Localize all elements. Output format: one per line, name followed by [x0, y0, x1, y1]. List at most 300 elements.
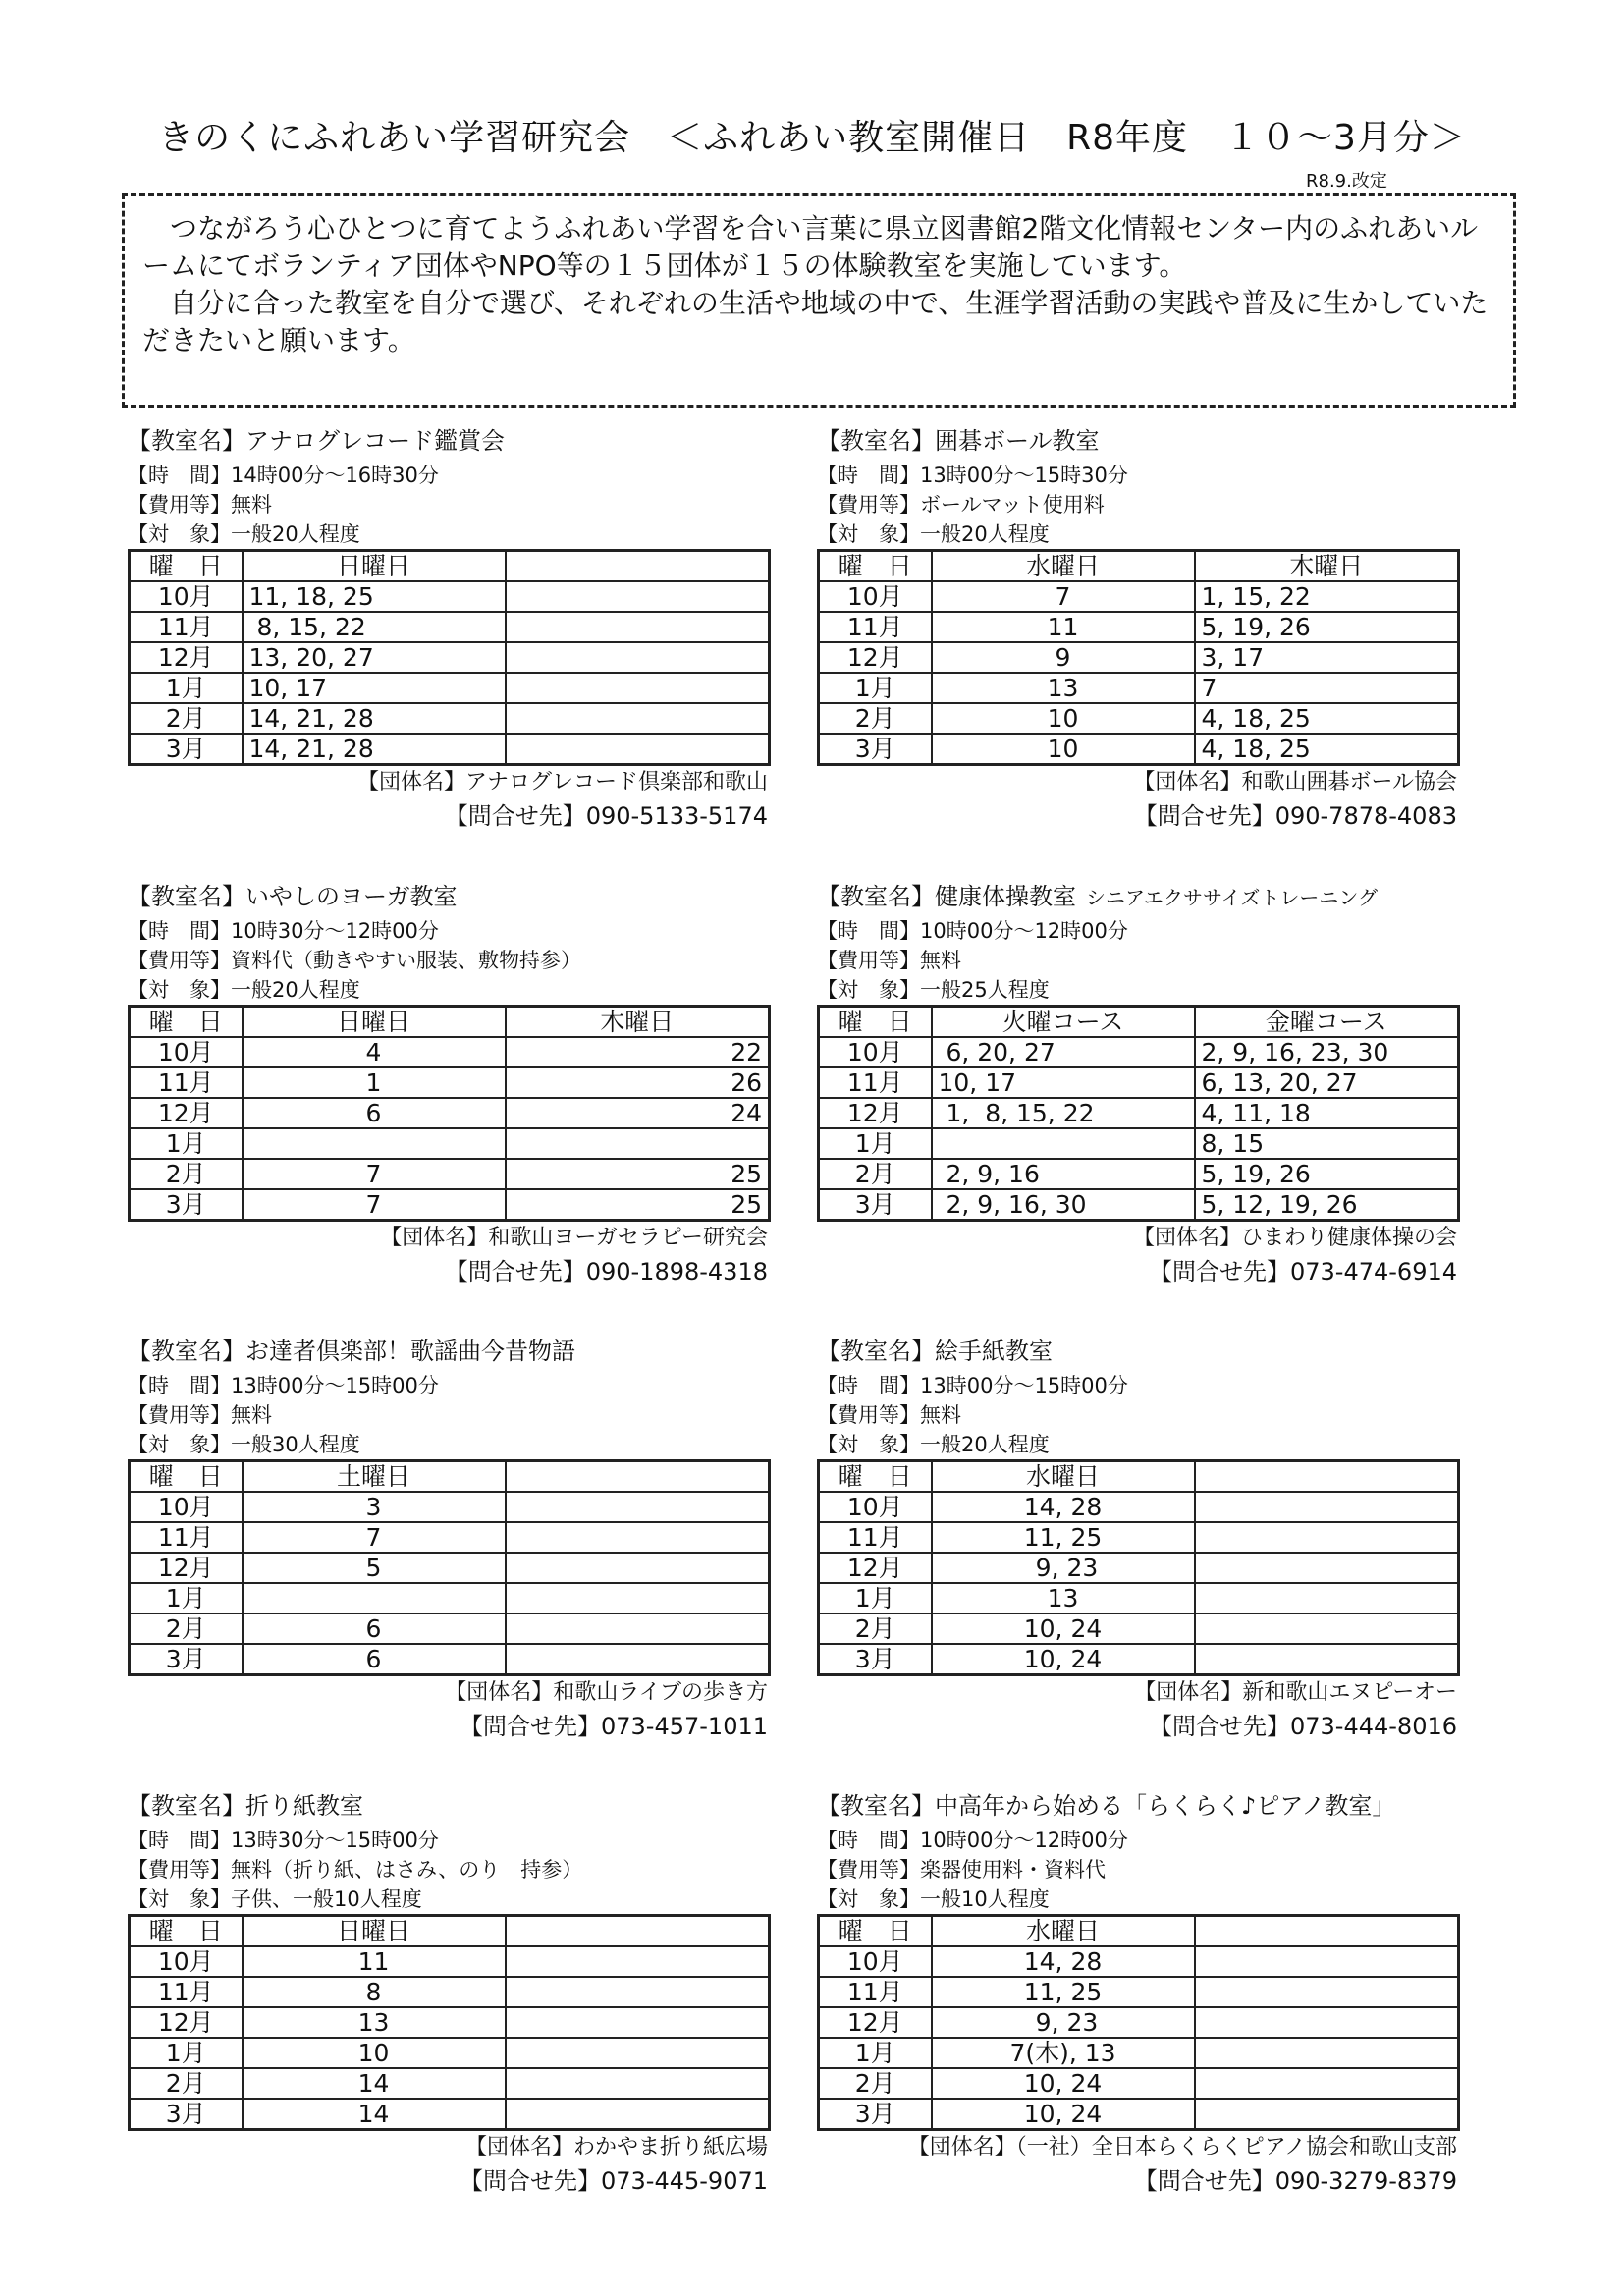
contact-line: [128, 2164, 768, 2198]
table-row: [819, 1159, 1459, 1189]
month-cell: 12月: [819, 2007, 932, 2038]
class-time-line: [128, 461, 768, 490]
month-cell: 2月: [130, 703, 243, 734]
date-cell: 25: [506, 1159, 770, 1189]
time-label: 【時 間】: [128, 919, 231, 943]
table-header-row: [819, 551, 1459, 582]
class-target: 一般20人程度: [231, 978, 360, 1002]
class-fee-line: [128, 490, 768, 519]
date-cell: [243, 1128, 506, 1159]
date-cell: [506, 612, 770, 642]
class-fee: 資料代（動きやすい服装、敷物持参）: [231, 949, 581, 972]
class-time-line: [817, 461, 1457, 490]
table-header-row: [130, 551, 770, 582]
table-row: [130, 1613, 770, 1644]
contact-label: 【問合せ先】: [459, 1713, 601, 1740]
contact-label: 【問合せ先】: [444, 1258, 586, 1285]
date-cell: 6, 20, 27: [932, 1037, 1195, 1067]
month-cell: 2月: [130, 1159, 243, 1189]
group-name: 和歌山ヨーガセラピー研究会: [488, 1226, 768, 1250]
column-header: 日曜日: [243, 1007, 506, 1038]
date-cell: [1195, 1492, 1459, 1522]
table-header-row: [130, 1461, 770, 1493]
date-cell: 5, 12, 19, 26: [1195, 1189, 1459, 1221]
date-cell: 5, 19, 26: [1195, 612, 1459, 642]
class-name: いやしのヨーガ教室: [245, 883, 458, 910]
date-cell: 13, 20, 27: [243, 642, 506, 673]
date-cell: 14, 21, 28: [243, 734, 506, 765]
date-cell: [506, 1977, 770, 2007]
class-time-line: [817, 1826, 1457, 1855]
fee-label: 【費用等】: [817, 493, 920, 517]
date-cell: [506, 1644, 770, 1675]
column-header: [506, 551, 770, 582]
intro-box: [122, 193, 1516, 408]
column-header: 日曜日: [243, 1916, 506, 1947]
table-row: [130, 1522, 770, 1553]
column-header: 水曜日: [932, 1916, 1195, 1947]
group-line: [817, 2131, 1457, 2164]
column-header: 水曜日: [932, 1461, 1195, 1493]
weekday-header: 曜 日: [130, 1007, 243, 1038]
date-cell: [1195, 1553, 1459, 1583]
weekday-header: 曜 日: [130, 551, 243, 582]
date-cell: 8, 15: [1195, 1128, 1459, 1159]
class-target: 子供、一般10人程度: [231, 1887, 422, 1911]
date-cell: [506, 703, 770, 734]
class-time-line: [128, 1826, 768, 1855]
class-fee: 無料: [920, 949, 961, 972]
class-target: 一般10人程度: [920, 1887, 1050, 1911]
month-cell: 1月: [819, 2038, 932, 2068]
date-cell: 7: [932, 581, 1195, 612]
column-header: [1195, 1461, 1459, 1493]
class-fee: 無料: [231, 1403, 272, 1427]
class-fee: 無料: [920, 1403, 961, 1427]
schedule-table: [817, 1005, 1460, 1222]
class-fee-line: [817, 1400, 1457, 1430]
table-row: [819, 1189, 1459, 1221]
column-header: 金曜コース: [1195, 1007, 1459, 1038]
date-cell: 9, 23: [932, 1553, 1195, 1583]
table-row: [130, 1492, 770, 1522]
date-cell: [506, 2038, 770, 2068]
contact-phone: 073-445-9071: [600, 2167, 768, 2195]
group-name: ひまわり健康体操の会: [1240, 1226, 1457, 1250]
date-cell: 10: [243, 2038, 506, 2068]
date-cell: 7: [243, 1522, 506, 1553]
class-block: [817, 1335, 1457, 1743]
class-name: お達者倶楽部！歌謡曲今昔物語: [245, 1338, 575, 1365]
table-header-row: [819, 1007, 1459, 1038]
page-title: きのくにふれあい学習研究会 ＜ふれあい教室開催日 R8年度 １０～3月分＞: [158, 118, 1466, 158]
month-cell: 3月: [819, 734, 932, 765]
column-header: [506, 1916, 770, 1947]
date-cell: 4: [243, 1037, 506, 1067]
date-cell: 4, 11, 18: [1195, 1098, 1459, 1128]
fee-label: 【費用等】: [817, 949, 920, 972]
class-fee-line: [128, 946, 768, 975]
month-cell: 11月: [130, 1977, 243, 2007]
contact-phone: 073-457-1011: [600, 1713, 768, 1740]
date-cell: [506, 2099, 770, 2130]
table-row: [819, 642, 1459, 673]
month-cell: 3月: [130, 2099, 243, 2130]
date-cell: [1195, 2007, 1459, 2038]
weekday-header: 曜 日: [130, 1461, 243, 1493]
date-cell: [1195, 2068, 1459, 2099]
date-cell: 9, 23: [932, 2007, 1195, 2038]
date-cell: 1, 15, 22: [1195, 581, 1459, 612]
month-cell: 1月: [130, 2038, 243, 2068]
class-time-line: [817, 916, 1457, 946]
group-label: 【団体名】: [356, 770, 465, 794]
month-cell: 10月: [819, 1946, 932, 1977]
class-target: 一般20人程度: [920, 1433, 1050, 1456]
table-row: [819, 1977, 1459, 2007]
column-header: [1195, 1916, 1459, 1947]
date-cell: 2, 9, 16: [932, 1159, 1195, 1189]
time-label: 【時 間】: [128, 1374, 231, 1397]
date-cell: 9: [932, 642, 1195, 673]
target-label: 【対 象】: [817, 978, 920, 1002]
contact-line: [817, 799, 1457, 833]
class-target-line: [817, 1430, 1457, 1459]
table-header-row: [130, 1916, 770, 1947]
class-fee: ボールマット使用料: [920, 493, 1105, 517]
contact-line: [128, 1710, 768, 1743]
class-subtitle: シニアエクササイズトレーニング: [1086, 886, 1378, 909]
date-cell: 7: [1195, 673, 1459, 703]
contact-phone: 090-7878-4083: [1274, 802, 1457, 830]
table-row: [819, 581, 1459, 612]
month-cell: 10月: [819, 581, 932, 612]
date-cell: 7: [243, 1159, 506, 1189]
date-cell: 11, 25: [932, 1977, 1195, 2007]
class-target-line: [128, 519, 768, 549]
group-name: アナログレコード倶楽部和歌山: [464, 770, 768, 794]
class-time-line: [817, 1371, 1457, 1400]
class-time: 14時00分～16時30分: [231, 464, 439, 487]
class-name-label: 【教室名】: [817, 1792, 935, 1820]
month-cell: 2月: [130, 1613, 243, 1644]
month-cell: 11月: [130, 1522, 243, 1553]
month-cell: 11月: [819, 1522, 932, 1553]
class-target-line: [817, 519, 1457, 549]
schedule-table: [817, 549, 1460, 766]
month-cell: 12月: [819, 1098, 932, 1128]
month-cell: 1月: [130, 1583, 243, 1613]
table-row: [819, 1492, 1459, 1522]
date-cell: 5, 19, 26: [1195, 1159, 1459, 1189]
fee-label: 【費用等】: [817, 1858, 920, 1882]
contact-label: 【問合せ先】: [459, 2167, 601, 2195]
date-cell: [1195, 1644, 1459, 1675]
month-cell: 12月: [130, 1553, 243, 1583]
table-row: [130, 581, 770, 612]
group-name: 新和歌山エヌピーオー: [1242, 1680, 1457, 1705]
table-header-row: [819, 1461, 1459, 1493]
table-row: [819, 1644, 1459, 1675]
date-cell: [506, 581, 770, 612]
class-name: 囲碁ボール教室: [935, 427, 1100, 455]
date-cell: [1195, 1946, 1459, 1977]
date-cell: 10: [932, 703, 1195, 734]
date-cell: [932, 1128, 1195, 1159]
table-row: [130, 1098, 770, 1128]
table-row: [130, 2068, 770, 2099]
contact-label: 【問合せ先】: [1133, 2167, 1275, 2195]
class-name-line: [128, 1335, 768, 1369]
group-line: [128, 766, 768, 799]
month-cell: 11月: [819, 612, 932, 642]
date-cell: [506, 2007, 770, 2038]
contact-label: 【問合せ先】: [1133, 802, 1275, 830]
table-row: [130, 1159, 770, 1189]
table-row: [819, 1037, 1459, 1067]
target-label: 【対 象】: [817, 1887, 920, 1911]
date-cell: 2, 9, 16, 30: [932, 1189, 1195, 1221]
date-cell: [506, 673, 770, 703]
class-name-label: 【教室名】: [817, 1338, 935, 1365]
fee-label: 【費用等】: [128, 1403, 231, 1427]
table-row: [819, 2007, 1459, 2038]
contact-phone: 073-444-8016: [1289, 1713, 1457, 1740]
time-label: 【時 間】: [817, 464, 920, 487]
date-cell: [1195, 2099, 1459, 2130]
month-cell: 3月: [130, 1644, 243, 1675]
table-row: [130, 703, 770, 734]
date-cell: 10, 24: [932, 1644, 1195, 1675]
table-row: [819, 1098, 1459, 1128]
time-label: 【時 間】: [128, 1829, 231, 1852]
month-cell: 2月: [819, 2068, 932, 2099]
weekday-header: 曜 日: [819, 1916, 932, 1947]
table-row: [130, 1067, 770, 1098]
month-cell: 10月: [819, 1492, 932, 1522]
date-cell: [506, 734, 770, 765]
date-cell: [1195, 1613, 1459, 1644]
group-label: 【団体名】: [907, 2135, 1016, 2159]
time-label: 【時 間】: [817, 1374, 920, 1397]
class-time: 10時30分～12時00分: [231, 919, 439, 943]
class-time: 13時00分～15時00分: [231, 1374, 439, 1397]
table-row: [819, 612, 1459, 642]
class-name-line: [817, 1789, 1457, 1824]
table-row: [819, 703, 1459, 734]
table-row: [130, 1583, 770, 1613]
table-row: [130, 642, 770, 673]
table-row: [819, 673, 1459, 703]
month-cell: 1月: [819, 673, 932, 703]
date-cell: [243, 1583, 506, 1613]
class-time-line: [128, 916, 768, 946]
class-target-line: [128, 1430, 768, 1459]
date-cell: 7(木), 13: [932, 2038, 1195, 2068]
class-name: 中高年から始める「らくらく♪ピアノ教室」: [935, 1792, 1396, 1820]
date-cell: 6: [243, 1613, 506, 1644]
schedule-table: [128, 549, 771, 766]
class-fee: 無料: [231, 493, 272, 517]
class-name-line: [128, 1789, 768, 1824]
group-line: [817, 766, 1457, 799]
table-row: [819, 2038, 1459, 2068]
column-header: 水曜日: [932, 551, 1195, 582]
fee-label: 【費用等】: [817, 1403, 920, 1427]
time-label: 【時 間】: [817, 1829, 920, 1852]
date-cell: 14: [243, 2099, 506, 2130]
column-header: 日曜日: [243, 551, 506, 582]
group-line: [128, 1222, 768, 1255]
class-block: [817, 424, 1457, 833]
date-cell: [1195, 1583, 1459, 1613]
date-cell: [506, 1553, 770, 1583]
table-row: [819, 1583, 1459, 1613]
month-cell: 12月: [819, 642, 932, 673]
class-block: [128, 1789, 768, 2198]
group-name: わかやま折り紙広場: [572, 2135, 768, 2159]
weekday-header: 曜 日: [130, 1916, 243, 1947]
table-row: [130, 673, 770, 703]
class-fee-line: [128, 1855, 768, 1885]
class-target: 一般20人程度: [231, 522, 360, 546]
class-name-label: 【教室名】: [817, 883, 935, 910]
contact-phone: 090-5133-5174: [585, 802, 768, 830]
table-row: [130, 1977, 770, 2007]
date-cell: 11, 25: [932, 1522, 1195, 1553]
date-cell: [506, 2068, 770, 2099]
class-time: 13時30分～15時00分: [231, 1829, 439, 1852]
month-cell: 10月: [130, 1492, 243, 1522]
table-row: [130, 1128, 770, 1159]
month-cell: 11月: [819, 1977, 932, 2007]
schedule-table: [128, 1005, 771, 1222]
date-cell: [506, 1613, 770, 1644]
month-cell: 12月: [130, 2007, 243, 2038]
table-row: [819, 1067, 1459, 1098]
contact-phone: 090-3279-8379: [1274, 2167, 1457, 2195]
date-cell: [506, 1492, 770, 1522]
month-cell: 10月: [130, 1946, 243, 1977]
month-cell: 3月: [819, 1644, 932, 1675]
month-cell: 2月: [130, 2068, 243, 2099]
target-label: 【対 象】: [817, 1433, 920, 1456]
group-name: （一社）全日本らくらくピアノ協会和歌山支部: [1015, 2135, 1457, 2159]
date-cell: 3: [243, 1492, 506, 1522]
date-cell: 10, 24: [932, 2099, 1195, 2130]
class-target: 一般25人程度: [920, 978, 1050, 1002]
contact-line: [128, 799, 768, 833]
month-cell: 1月: [819, 1128, 932, 1159]
month-cell: 1月: [819, 1583, 932, 1613]
month-cell: 11月: [819, 1067, 932, 1098]
contact-phone: 073-474-6914: [1289, 1258, 1457, 1285]
table-row: [130, 2038, 770, 2068]
month-cell: 2月: [819, 1613, 932, 1644]
class-target-line: [817, 1885, 1457, 1914]
class-name-line: [128, 880, 768, 914]
date-cell: 3, 17: [1195, 642, 1459, 673]
class-name: 絵手紙教室: [935, 1338, 1053, 1365]
class-target-line: [817, 975, 1457, 1005]
table-row: [819, 1128, 1459, 1159]
date-cell: 14: [243, 2068, 506, 2099]
table-row: [130, 612, 770, 642]
date-cell: 6: [243, 1644, 506, 1675]
date-cell: 10, 17: [243, 673, 506, 703]
group-label: 【団体名】: [1133, 770, 1242, 794]
contact-line: [817, 1710, 1457, 1743]
group-label: 【団体名】: [1134, 1680, 1243, 1705]
date-cell: [506, 1583, 770, 1613]
revision-date: R8.9.改定: [1306, 171, 1387, 191]
column-header: [506, 1461, 770, 1493]
month-cell: 10月: [819, 1037, 932, 1067]
month-cell: 3月: [130, 734, 243, 765]
month-cell: 3月: [819, 1189, 932, 1221]
table-header-row: [819, 1916, 1459, 1947]
class-fee: 無料（折り紙、はさみ、のり 持参）: [231, 1858, 583, 1882]
table-row: [130, 1946, 770, 1977]
date-cell: 22: [506, 1037, 770, 1067]
month-cell: 10月: [130, 581, 243, 612]
column-header: 土曜日: [243, 1461, 506, 1493]
month-cell: 11月: [130, 612, 243, 642]
table-row: [819, 1613, 1459, 1644]
class-name-label: 【教室名】: [128, 1338, 245, 1365]
month-cell: 11月: [130, 1067, 243, 1098]
class-time: 10時00分～12時00分: [920, 919, 1128, 943]
column-header: 木曜日: [1195, 551, 1459, 582]
class-fee-line: [817, 1855, 1457, 1885]
class-fee-line: [128, 1400, 768, 1430]
contact-phone: 090-1898-4318: [585, 1258, 768, 1285]
target-label: 【対 象】: [128, 978, 231, 1002]
schedule-table: [128, 1459, 771, 1676]
column-header: 木曜日: [506, 1007, 770, 1038]
date-cell: 10, 24: [932, 1613, 1195, 1644]
class-name-line: [128, 424, 768, 459]
date-cell: 6, 13, 20, 27: [1195, 1067, 1459, 1098]
class-name-label: 【教室名】: [128, 1792, 245, 1820]
date-cell: 13: [932, 1583, 1195, 1613]
class-time: 13時00分～15時30分: [920, 464, 1128, 487]
class-name: 健康体操教室: [935, 883, 1076, 910]
table-row: [130, 1644, 770, 1675]
class-name-line: [817, 424, 1457, 459]
month-cell: 12月: [130, 1098, 243, 1128]
date-cell: 10, 17: [932, 1067, 1195, 1098]
class-name-label: 【教室名】: [128, 427, 245, 455]
date-cell: [1195, 2038, 1459, 2068]
table-row: [130, 1037, 770, 1067]
date-cell: 10, 24: [932, 2068, 1195, 2099]
target-label: 【対 象】: [128, 522, 231, 546]
table-row: [819, 1522, 1459, 1553]
contact-line: [128, 1255, 768, 1288]
date-cell: 1, 8, 15, 22: [932, 1098, 1195, 1128]
intro-paragraph: 自分に合った教室を自分で選び、それぞれの生活や地域の中で、生涯学習活動の実践や普及に生かしていただきたいと願います。: [142, 287, 1489, 356]
date-cell: 11: [932, 612, 1195, 642]
group-line: [128, 1676, 768, 1710]
target-label: 【対 象】: [817, 522, 920, 546]
weekday-header: 曜 日: [819, 551, 932, 582]
group-line: [128, 2131, 768, 2164]
group-label: 【団体名】: [445, 1680, 554, 1705]
contact-line: [817, 2164, 1457, 2198]
date-cell: 13: [932, 673, 1195, 703]
group-label: 【団体名】: [464, 2135, 573, 2159]
